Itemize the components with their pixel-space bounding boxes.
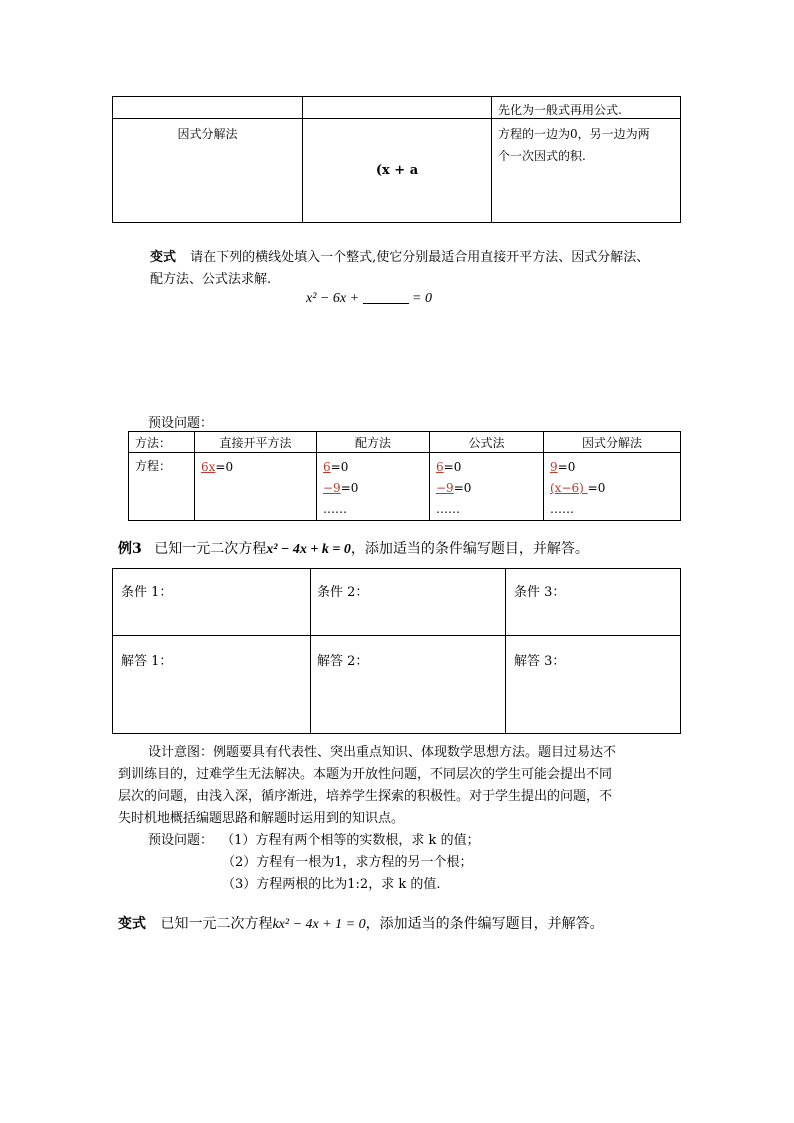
formula-fragment: (x + a	[375, 163, 419, 178]
example-equation: x² − 4x + k = 0	[266, 542, 351, 557]
condition-answer-table	[112, 568, 681, 734]
table-cell	[492, 119, 681, 223]
variant-equation	[306, 290, 432, 307]
answer-cell: 解答 2：	[311, 636, 506, 734]
variant-text: 请在下列的横线处填入一个整式,使它分别最适合用直接开平方法、因式分解法、	[190, 250, 650, 265]
preset-title: 预设问题：	[148, 416, 214, 431]
design-line: 失时机地概括编题思路和解题时运用到的知识点。	[118, 811, 405, 826]
header-cell: 因式分解法	[544, 432, 681, 453]
equation-cell: 6x=0	[195, 453, 317, 521]
row-label-cell: 方程：	[129, 453, 195, 521]
variant-label: 变式	[150, 250, 177, 265]
design-line: 到训练目的，过难学生无法解决。本题为开放性问题，不同层次的学生可能会提出不同	[118, 767, 613, 782]
blank-underline	[363, 290, 409, 304]
condition-cell: 条件 1：	[113, 569, 311, 636]
variant-equation: kx² − 4x + 1 = 0	[272, 917, 366, 932]
variant-label: 变式	[118, 916, 146, 932]
equation-right: = 0	[412, 291, 432, 306]
header-cell: 方法：	[129, 432, 195, 453]
preset-table	[128, 431, 681, 521]
variant-line-1	[150, 246, 649, 265]
variant2-heading: 变式 已知一元二次方程kx² − 4x + 1 = 0，添加适当的条件编写题目，并解答。	[118, 916, 604, 932]
table-cell	[303, 119, 492, 223]
preset-questions	[148, 829, 480, 848]
cell-text: 个一次因式的积.	[498, 149, 586, 163]
design-line: 设计意图：例题要具有代表性、突出重点知识、体现数学思想方法。题目过易达不	[148, 745, 617, 760]
table-cell	[303, 97, 492, 119]
condition-cell: 条件 2：	[311, 569, 506, 636]
header-cell: 直接开平方法	[195, 432, 317, 453]
preset-question: （3）方程两根的比为1:2，求 k 的值.	[222, 877, 441, 892]
answer-cell: 解答 3：	[506, 636, 681, 734]
header-cell: 配方法	[317, 432, 430, 453]
cell-text: 方程的一边为0，另一边为两	[498, 127, 650, 141]
variant-line-2: 配方法、公式法求解.	[150, 272, 272, 287]
equation-cell: 9=0 (x−6) =0 ……	[544, 453, 681, 521]
table-cell	[113, 119, 303, 223]
table-cell	[492, 97, 681, 119]
design-line: 层次的问题，由浅入深，循序渐进，培养学生探索的积极性。对于学生提出的问题，不	[118, 789, 613, 804]
cell-text: 先化为一般式再用公式.	[498, 103, 622, 117]
method-table-continued	[112, 96, 681, 223]
equation-cell: 6=0 −9=0 ……	[317, 453, 430, 521]
equation-left: x² − 6x +	[306, 291, 360, 306]
preset-question: （1）方程有两个相等的实数根，求 k 的值；	[221, 833, 480, 848]
header-cell: 公式法	[430, 432, 544, 453]
example-label: 例3	[118, 541, 142, 557]
example3-heading: 例3 已知一元二次方程x² − 4x + k = 0，添加适当的条件编写题目，并解答。	[118, 541, 589, 557]
condition-cell: 条件 3：	[506, 569, 681, 636]
table-cell	[113, 97, 303, 119]
preset-question: （2）方程有一根为1，求方程的另一个根；	[222, 855, 473, 870]
method-name: 因式分解法	[177, 127, 238, 141]
answer-cell: 解答 1：	[113, 636, 311, 734]
preset-label: 预设问题：	[148, 833, 214, 848]
equation-cell: 6=0 −9=0 ……	[430, 453, 544, 521]
